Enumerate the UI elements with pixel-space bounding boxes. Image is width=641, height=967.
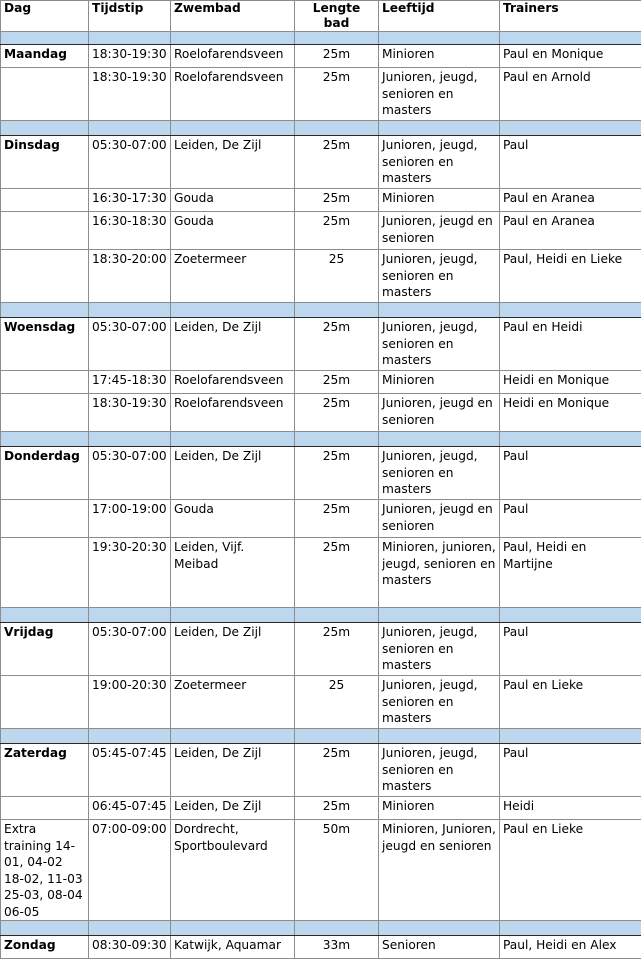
empty-day-cell bbox=[1, 212, 89, 250]
table-row bbox=[1, 676, 641, 729]
length-cell: 25m bbox=[295, 744, 379, 797]
pool-cell: Roelofarendsveen bbox=[171, 68, 295, 121]
separator-cell bbox=[379, 32, 500, 45]
separator-cell bbox=[1, 432, 89, 447]
age-group-cell: Junioren, jeugd, senioren en masters bbox=[379, 744, 500, 797]
pool-cell: Leiden, De Zijl bbox=[171, 136, 295, 189]
separator-cell bbox=[295, 608, 379, 623]
length-cell: 25m bbox=[295, 212, 379, 250]
separator-cell bbox=[295, 729, 379, 744]
age-group-cell: Junioren, jeugd, senioren en masters bbox=[379, 68, 500, 121]
time-cell: 16:30-18:30 bbox=[89, 212, 171, 250]
header-row bbox=[1, 1, 641, 32]
time-cell: 19:00-20:30 bbox=[89, 676, 171, 729]
separator-cell bbox=[89, 121, 171, 136]
separator-cell bbox=[171, 303, 295, 318]
pool-cell: Roelofarendsveen bbox=[171, 394, 295, 432]
time-cell: 16:30-17:30 bbox=[89, 189, 171, 212]
pool-cell: Leiden, Vijf. Meibad bbox=[171, 538, 295, 608]
length-cell: 33m bbox=[295, 936, 379, 959]
time-cell: 05:30-07:00 bbox=[89, 318, 171, 371]
trainers-cell: Paul en Monique bbox=[500, 45, 641, 68]
length-cell: 25m bbox=[295, 371, 379, 394]
length-cell: 25m bbox=[295, 538, 379, 608]
time-cell: 07:00-09:00 bbox=[89, 820, 171, 921]
table-row bbox=[1, 250, 641, 303]
table-row bbox=[1, 212, 641, 250]
separator-cell bbox=[1, 121, 89, 136]
age-group-cell: Minioren bbox=[379, 797, 500, 820]
pool-cell: Leiden, De Zijl bbox=[171, 623, 295, 676]
trainers-cell: Paul en Lieke bbox=[500, 676, 641, 729]
separator-cell bbox=[89, 32, 171, 45]
header-length: Lengte bad bbox=[295, 1, 379, 32]
time-cell: 06:45-07:45 bbox=[89, 797, 171, 820]
trainers-cell: Paul, Heidi en Alex bbox=[500, 936, 641, 959]
trainers-cell: Paul bbox=[500, 623, 641, 676]
age-group-cell: Junioren, jeugd, senioren en masters bbox=[379, 623, 500, 676]
separator-cell bbox=[500, 729, 641, 744]
table-row bbox=[1, 936, 641, 959]
day-name: Zaterdag bbox=[1, 744, 89, 797]
trainers-cell: Paul en Aranea bbox=[500, 212, 641, 250]
table-row bbox=[1, 136, 641, 189]
table-row bbox=[1, 797, 641, 820]
age-group-cell: Senioren bbox=[379, 936, 500, 959]
extra-training-note: Extra training 14-01, 04-02 18-02, 11-03 25-03, 08-04 06-05 bbox=[1, 820, 89, 921]
age-group-cell: Junioren, jeugd, senioren en masters bbox=[379, 250, 500, 303]
empty-day-cell bbox=[1, 394, 89, 432]
separator-cell bbox=[1, 608, 89, 623]
age-group-cell: Minioren, Junioren, jeugd en senioren bbox=[379, 820, 500, 921]
separator-cell bbox=[1, 32, 89, 45]
day-separator-row bbox=[1, 729, 641, 744]
time-cell: 18:30-19:30 bbox=[89, 394, 171, 432]
header-day: Dag bbox=[1, 1, 89, 32]
length-cell: 25 bbox=[295, 676, 379, 729]
table-row bbox=[1, 68, 641, 121]
pool-cell: Leiden, De Zijl bbox=[171, 318, 295, 371]
separator-cell bbox=[379, 303, 500, 318]
day-separator-row bbox=[1, 121, 641, 136]
time-cell: 18:30-19:30 bbox=[89, 45, 171, 68]
table-row bbox=[1, 318, 641, 371]
separator-cell bbox=[379, 729, 500, 744]
length-cell: 25m bbox=[295, 318, 379, 371]
separator-cell bbox=[379, 432, 500, 447]
separator-cell bbox=[500, 432, 641, 447]
age-group-cell: Minioren bbox=[379, 45, 500, 68]
table-row bbox=[1, 538, 641, 608]
day-name: Maandag bbox=[1, 45, 89, 68]
empty-day-cell bbox=[1, 371, 89, 394]
header-age: Leeftijd bbox=[379, 1, 500, 32]
age-group-cell: Minioren bbox=[379, 371, 500, 394]
age-group-cell: Junioren, jeugd, senioren en masters bbox=[379, 136, 500, 189]
length-cell: 25m bbox=[295, 68, 379, 121]
time-cell: 05:30-07:00 bbox=[89, 136, 171, 189]
trainers-cell: Paul, Heidi en Lieke bbox=[500, 250, 641, 303]
header-time: Tijdstip bbox=[89, 1, 171, 32]
separator-cell bbox=[379, 121, 500, 136]
time-cell: 08:30-09:30 bbox=[89, 936, 171, 959]
age-group-cell: Junioren, jeugd, senioren en masters bbox=[379, 676, 500, 729]
pool-cell: Roelofarendsveen bbox=[171, 45, 295, 68]
separator-cell bbox=[171, 432, 295, 447]
pool-cell: Leiden, De Zijl bbox=[171, 797, 295, 820]
day-name: Dinsdag bbox=[1, 136, 89, 189]
length-cell: 25m bbox=[295, 623, 379, 676]
length-cell: 25m bbox=[295, 500, 379, 538]
separator-cell bbox=[500, 608, 641, 623]
length-cell: 50m bbox=[295, 820, 379, 921]
time-cell: 05:30-07:00 bbox=[89, 447, 171, 500]
separator-cell bbox=[379, 608, 500, 623]
pool-cell: Gouda bbox=[171, 212, 295, 250]
trainers-cell: Paul bbox=[500, 500, 641, 538]
day-separator-row bbox=[1, 432, 641, 447]
day-name: Woensdag bbox=[1, 318, 89, 371]
table-row bbox=[1, 371, 641, 394]
time-cell: 05:45-07:45 bbox=[89, 744, 171, 797]
separator-cell bbox=[171, 729, 295, 744]
separator-cell bbox=[500, 921, 641, 936]
pool-cell: Dordrecht, Sportboulevard bbox=[171, 820, 295, 921]
separator-cell bbox=[171, 608, 295, 623]
schedule-body bbox=[1, 32, 641, 959]
trainers-cell: Paul bbox=[500, 744, 641, 797]
trainers-cell: Paul en Heidi bbox=[500, 318, 641, 371]
trainers-cell: Heidi en Monique bbox=[500, 394, 641, 432]
table-row bbox=[1, 500, 641, 538]
separator-cell bbox=[295, 121, 379, 136]
separator-cell bbox=[1, 921, 89, 936]
trainers-cell: Paul en Arnold bbox=[500, 68, 641, 121]
day-separator-row bbox=[1, 608, 641, 623]
length-cell: 25m bbox=[295, 189, 379, 212]
day-name: Vrijdag bbox=[1, 623, 89, 676]
header-pool: Zwembad bbox=[171, 1, 295, 32]
pool-cell: Gouda bbox=[171, 500, 295, 538]
length-cell: 25m bbox=[295, 45, 379, 68]
table-row bbox=[1, 623, 641, 676]
trainers-cell: Paul bbox=[500, 136, 641, 189]
empty-day-cell bbox=[1, 538, 89, 608]
trainers-cell: Paul en Aranea bbox=[500, 189, 641, 212]
separator-cell bbox=[171, 921, 295, 936]
age-group-cell: Junioren, jeugd en senioren bbox=[379, 394, 500, 432]
trainers-cell: Paul en Lieke bbox=[500, 820, 641, 921]
separator-cell bbox=[295, 921, 379, 936]
age-group-cell: Junioren, jeugd en senioren bbox=[379, 500, 500, 538]
length-cell: 25m bbox=[295, 447, 379, 500]
time-cell: 18:30-19:30 bbox=[89, 68, 171, 121]
age-group-cell: Junioren, jeugd, senioren en masters bbox=[379, 318, 500, 371]
age-group-cell: Minioren, junioren, jeugd, senioren en masters bbox=[379, 538, 500, 608]
time-cell: 05:30-07:00 bbox=[89, 623, 171, 676]
empty-day-cell bbox=[1, 797, 89, 820]
separator-cell bbox=[500, 32, 641, 45]
separator-cell bbox=[1, 729, 89, 744]
empty-day-cell bbox=[1, 250, 89, 303]
separator-cell bbox=[89, 303, 171, 318]
pool-cell: Roelofarendsveen bbox=[171, 371, 295, 394]
separator-cell bbox=[295, 432, 379, 447]
separator-cell bbox=[89, 608, 171, 623]
length-cell: 25m bbox=[295, 394, 379, 432]
separator-cell bbox=[500, 121, 641, 136]
day-separator-row bbox=[1, 921, 641, 936]
header-trainers: Trainers bbox=[500, 1, 641, 32]
empty-day-cell bbox=[1, 676, 89, 729]
separator-cell bbox=[171, 32, 295, 45]
time-cell: 19:30-20:30 bbox=[89, 538, 171, 608]
age-group-cell: Junioren, jeugd en senioren bbox=[379, 212, 500, 250]
separator-cell bbox=[500, 303, 641, 318]
age-group-cell: Junioren, jeugd, senioren en masters bbox=[379, 447, 500, 500]
separator-cell bbox=[379, 921, 500, 936]
pool-cell: Katwijk, Aquamar bbox=[171, 936, 295, 959]
table-row bbox=[1, 189, 641, 212]
separator-cell bbox=[295, 32, 379, 45]
trainers-cell: Paul, Heidi en Martijne bbox=[500, 538, 641, 608]
table-row bbox=[1, 820, 641, 921]
separator-cell bbox=[171, 121, 295, 136]
table-row bbox=[1, 45, 641, 68]
separator-cell bbox=[89, 729, 171, 744]
day-separator-row bbox=[1, 303, 641, 318]
separator-cell bbox=[1, 303, 89, 318]
trainers-cell: Heidi bbox=[500, 797, 641, 820]
time-cell: 17:45-18:30 bbox=[89, 371, 171, 394]
empty-day-cell bbox=[1, 500, 89, 538]
age-group-cell: Minioren bbox=[379, 189, 500, 212]
trainers-cell: Heidi en Monique bbox=[500, 371, 641, 394]
pool-cell: Leiden, De Zijl bbox=[171, 744, 295, 797]
separator-cell bbox=[89, 432, 171, 447]
day-name: Zondag bbox=[1, 936, 89, 959]
pool-cell: Zoetermeer bbox=[171, 250, 295, 303]
empty-day-cell bbox=[1, 189, 89, 212]
time-cell: 18:30-20:00 bbox=[89, 250, 171, 303]
pool-cell: Zoetermeer bbox=[171, 676, 295, 729]
trainers-cell: Paul bbox=[500, 447, 641, 500]
table-row bbox=[1, 744, 641, 797]
pool-cell: Gouda bbox=[171, 189, 295, 212]
table-row bbox=[1, 394, 641, 432]
time-cell: 17:00-19:00 bbox=[89, 500, 171, 538]
separator-cell bbox=[89, 921, 171, 936]
day-name: Donderdag bbox=[1, 447, 89, 500]
empty-day-cell bbox=[1, 68, 89, 121]
length-cell: 25m bbox=[295, 136, 379, 189]
length-cell: 25 bbox=[295, 250, 379, 303]
day-separator-row bbox=[1, 32, 641, 45]
table-row bbox=[1, 447, 641, 500]
separator-cell bbox=[295, 303, 379, 318]
length-cell: 25m bbox=[295, 797, 379, 820]
pool-cell: Leiden, De Zijl bbox=[171, 447, 295, 500]
